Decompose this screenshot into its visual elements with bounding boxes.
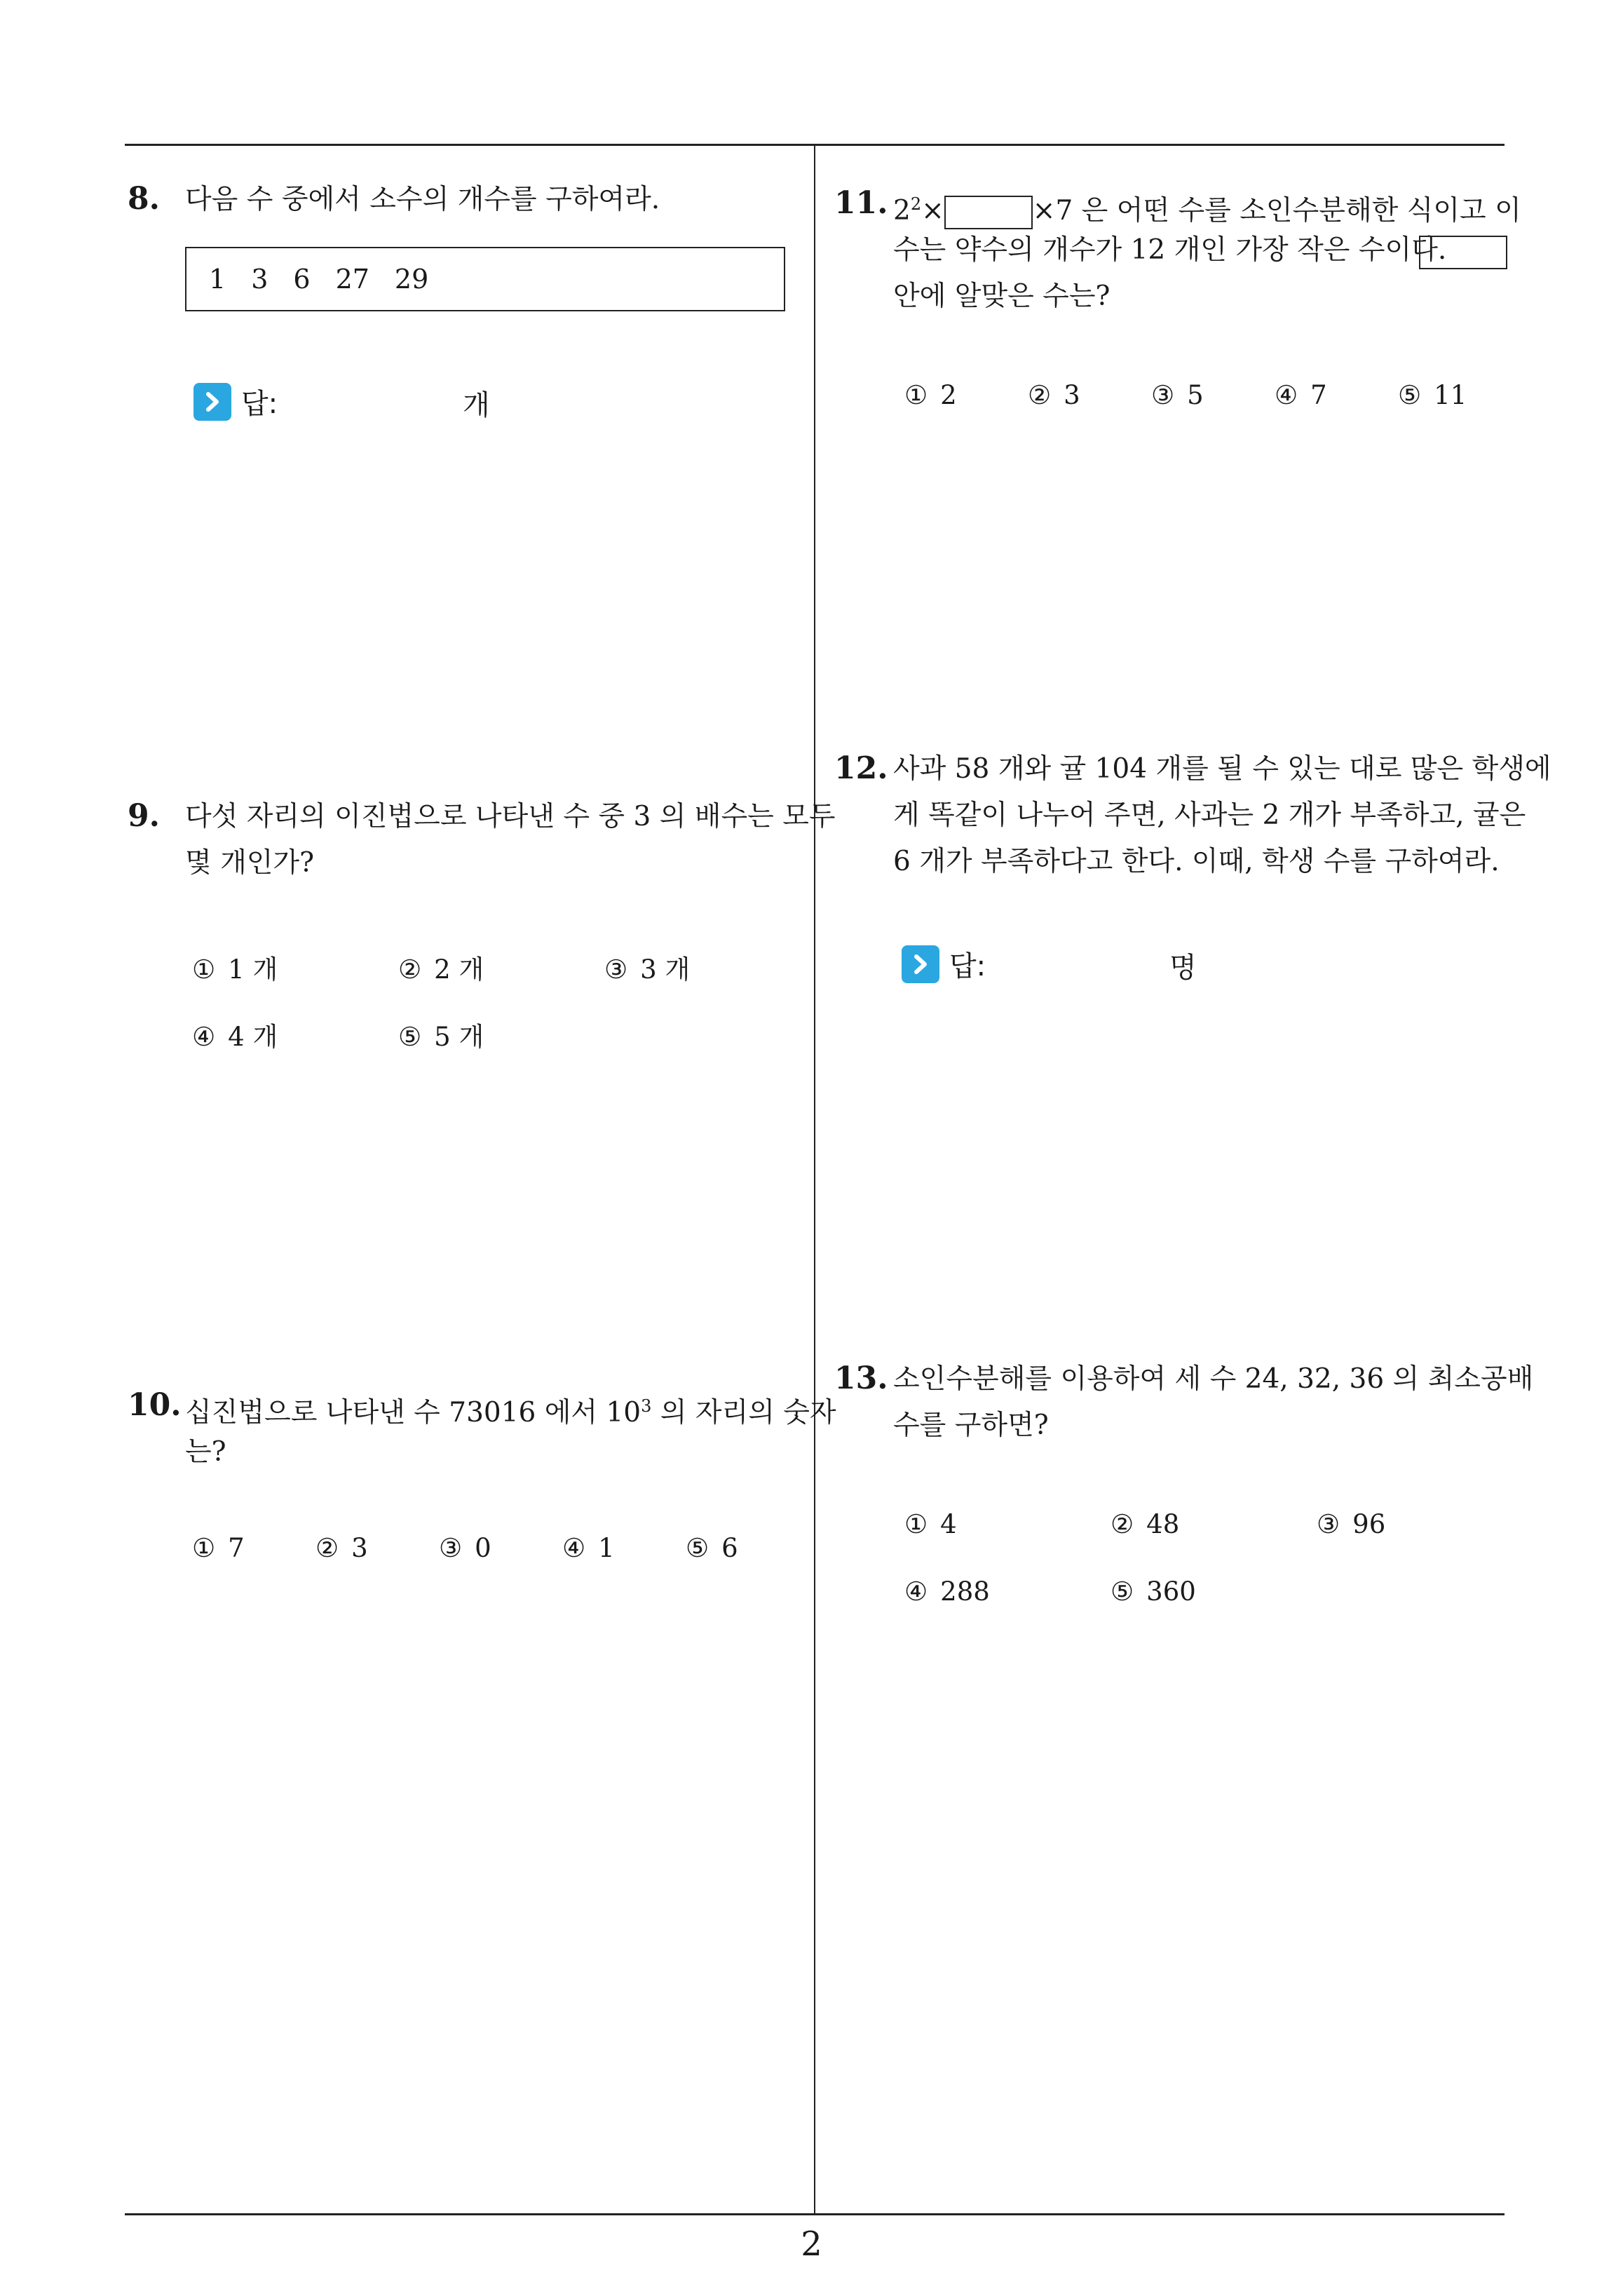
question-text-line	[185, 1383, 836, 1436]
question-text-line: 게 똑같이 나누어 주면, 사과는 2 개가 부족하고, 귤은	[893, 799, 1526, 831]
blank-box	[1419, 236, 1507, 269]
option-text: 4	[940, 1509, 957, 1539]
option-mark: ②	[315, 1533, 339, 1563]
text-part: 2	[893, 195, 911, 227]
box-number: 3	[251, 264, 269, 295]
option-text: 7	[1310, 380, 1327, 410]
text-part: 의 자리의 숫자	[651, 1397, 836, 1429]
column-divider	[814, 144, 815, 2214]
option-text: 4 개	[228, 1022, 278, 1052]
box-number: 27	[335, 264, 369, 295]
question-number: 8.	[128, 181, 160, 217]
option-2[interactable]	[398, 948, 484, 986]
option-3[interactable]	[439, 1533, 491, 1563]
option-2[interactable]	[1028, 380, 1080, 410]
option-mark: ①	[904, 380, 928, 410]
option-4[interactable]	[562, 1533, 615, 1563]
text-part: 십진법으로 나타낸 수 73016 에서 10	[185, 1397, 641, 1429]
option-3[interactable]	[604, 948, 690, 986]
text-part: ×	[921, 195, 944, 227]
option-5[interactable]	[398, 1015, 484, 1053]
option-text: 1 개	[228, 954, 278, 985]
question-text-line: 수는 약수의 개수가 12 개인 가장 작은 수이다.	[893, 234, 1447, 266]
bottom-rule	[125, 2213, 1505, 2215]
option-3[interactable]	[1317, 1509, 1385, 1539]
answer-label: 답:	[241, 388, 278, 420]
option-text: 0	[475, 1533, 491, 1563]
question-text-line: 안에 알맞은 수는?	[893, 281, 1111, 312]
option-text: 288	[940, 1576, 990, 1607]
option-text: 11	[1434, 380, 1467, 410]
option-mark: ④	[562, 1533, 586, 1563]
option-text: 6	[721, 1533, 738, 1563]
option-mark: ⑤	[1111, 1576, 1134, 1607]
option-mark: ②	[398, 954, 422, 985]
option-mark: ③	[1151, 380, 1175, 410]
chevron-right-icon	[902, 945, 939, 983]
option-1[interactable]	[904, 1509, 957, 1539]
option-mark: ③	[1317, 1509, 1340, 1539]
question-text-line: 수를 구하면?	[893, 1410, 1049, 1441]
option-mark: ⑤	[398, 1022, 422, 1052]
blank-box	[944, 196, 1033, 229]
option-text: 3 개	[640, 954, 691, 985]
option-text: 1	[598, 1533, 615, 1563]
option-mark: ⑤	[686, 1533, 709, 1563]
page-number: 2	[801, 2224, 822, 2264]
box-number: 1	[209, 264, 226, 295]
option-5[interactable]	[1111, 1576, 1196, 1607]
option-mark: ③	[439, 1533, 463, 1563]
option-3[interactable]	[1151, 380, 1204, 410]
option-mark: ①	[192, 954, 216, 985]
option-2[interactable]	[1111, 1509, 1179, 1539]
answer-label: 답:	[949, 950, 986, 982]
question-text: 다음 수 중에서 소수의 개수를 구하여라.	[185, 184, 660, 215]
option-text: 5	[1187, 380, 1204, 410]
option-4[interactable]	[1275, 380, 1327, 410]
question-number: 10.	[128, 1387, 182, 1423]
option-mark: ②	[1111, 1509, 1134, 1539]
answer-unit: 개	[463, 389, 490, 421]
option-mark: ④	[904, 1576, 928, 1607]
option-5[interactable]	[686, 1533, 738, 1563]
option-mark: ①	[192, 1533, 216, 1563]
option-1[interactable]	[192, 948, 278, 986]
option-text: 360	[1146, 1576, 1196, 1607]
question-text-line: 다섯 자리의 이진법으로 나타낸 수 중 3 의 배수는 모두	[185, 801, 836, 832]
option-text: 5 개	[434, 1022, 484, 1052]
question-text-line	[893, 181, 1521, 234]
option-5[interactable]	[1398, 380, 1467, 410]
answer-row	[193, 381, 278, 421]
question-text-line: 사과 58 개와 귤 104 개를 될 수 있는 대로 많은 학생에	[893, 753, 1551, 785]
option-4[interactable]	[904, 1576, 990, 1607]
chevron-right-icon	[193, 383, 231, 421]
exponent: 3	[641, 1396, 652, 1416]
question-number: 13.	[834, 1360, 888, 1396]
option-text: 48	[1146, 1509, 1180, 1539]
question-number: 11.	[834, 185, 888, 221]
option-text: 7	[228, 1533, 245, 1563]
option-mark: ④	[1275, 380, 1298, 410]
option-text: 3	[1064, 380, 1080, 410]
option-text: 96	[1352, 1509, 1386, 1539]
option-mark: ②	[1028, 380, 1052, 410]
option-mark: ④	[192, 1022, 216, 1052]
option-text: 2	[940, 380, 957, 410]
option-mark: ⑤	[1398, 380, 1422, 410]
option-text: 2 개	[434, 954, 484, 985]
option-mark: ③	[604, 954, 628, 985]
option-2[interactable]	[315, 1533, 368, 1563]
box-number: 6	[293, 264, 311, 295]
option-1[interactable]	[904, 380, 957, 410]
text-part: ×7 은 어떤 수를 소인수분해한 식이고 이	[1032, 195, 1521, 227]
question-number: 9.	[128, 798, 160, 834]
exponent: 2	[910, 194, 922, 214]
option-1[interactable]	[192, 1533, 245, 1563]
question-number: 12.	[834, 750, 888, 786]
option-text: 3	[351, 1533, 368, 1563]
question-text-line: 는?	[185, 1436, 226, 1468]
box-number: 29	[394, 264, 429, 295]
number-box	[185, 247, 785, 311]
question-text-line: 몇 개인가?	[185, 847, 315, 879]
answer-unit: 명	[1169, 952, 1197, 984]
question-text-line: 6 개가 부족하다고 한다. 이때, 학생 수를 구하여라.	[893, 846, 1500, 877]
option-mark: ①	[904, 1509, 928, 1539]
option-4[interactable]	[192, 1015, 278, 1053]
question-text-line: 소인수분해를 이용하여 세 수 24, 32, 36 의 최소공배	[893, 1363, 1534, 1395]
answer-row	[902, 944, 986, 984]
